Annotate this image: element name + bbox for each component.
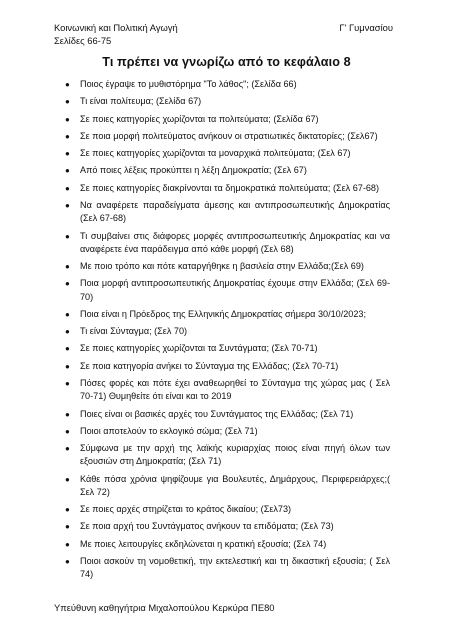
list-item — [65, 260, 390, 273]
bullet-icon: ● — [65, 114, 70, 124]
question-text: Ποιοι ασκούν τη νομοθετική, την εκτελεστική και τη δικαστική εξουσία; ( Σελ 74) — [80, 556, 390, 580]
bullet-icon: ● — [65, 201, 70, 211]
question-text: Ποιες είναι οι βασικές αρχές του Συντάγματος της Ελλάδας; (Σελ 71) — [80, 408, 354, 419]
list-item — [65, 442, 390, 468]
question-text: Τι συμβαίνει στις διάφορες μορφές αντιπροσωπευτικής Δημοκρατίας και να αναφέρετε ένα παράδειγμα από κάθε μορφή (Σελ 68) — [80, 230, 390, 254]
question-text: Ποιοι αποτελούν το εκλογικό σώμα; (Σελ 71) — [80, 425, 258, 436]
grade-label: Γ' Γυμνασίου — [339, 22, 393, 33]
bullet-icon: ● — [65, 505, 70, 515]
page-header-left — [54, 22, 178, 47]
list-item — [65, 113, 390, 126]
list-item — [65, 408, 390, 421]
list-item — [65, 425, 390, 438]
bullet-icon: ● — [65, 279, 70, 289]
list-item — [65, 377, 390, 403]
question-text: Σύμφωνα με την αρχή της λαϊκής κυριαρχίας ποιος είναι πηγή όλων των εξουσιών στη Δημοκρατία; (Σελ 71) — [80, 443, 390, 467]
question-text: Ποιος έγραψε το μυθιστόρημα "Το λάθος"; (Σελίδα 66) — [80, 79, 297, 89]
list-item — [65, 230, 390, 256]
list-item — [65, 164, 390, 177]
question-list — [65, 78, 390, 586]
list-item — [65, 308, 390, 321]
list-item — [65, 342, 390, 355]
bullet-icon: ● — [65, 231, 70, 241]
list-item — [65, 555, 390, 581]
list-item — [65, 130, 390, 143]
list-item — [65, 95, 390, 108]
bullet-icon: ● — [65, 327, 70, 337]
list-item — [65, 277, 390, 303]
bullet-icon: ● — [65, 183, 70, 193]
question-text: Σε ποια κατηγορία ανήκει το Σύνταγμα της Ελλάδας; (Σελ 70-71) — [80, 360, 339, 371]
bullet-icon: ● — [65, 97, 70, 107]
list-item — [65, 503, 390, 516]
question-text: Με ποιο τρόπο και πότε καταργήθηκε η βασιλεία στην Ελλάδα;(Σελ 69) — [80, 261, 364, 272]
list-item — [65, 199, 390, 225]
bullet-icon: ● — [65, 361, 70, 371]
question-text: Σε ποια μορφή πολιτεύματος ανήκουν οι στρατιωτικές δικτατορίες; (Σελ67) — [80, 130, 378, 141]
page-range: Σελίδες 66-75 — [54, 34, 112, 46]
question-text: Ποια μορφή αντιπροσωπευτικής Δημοκρατίας έχουμε στην Ελλάδα; (Σελ 69-70) — [80, 278, 390, 302]
subject-title: Κοινωνική και Πολιτική Αγωγή — [54, 22, 178, 33]
question-text: Τι είναι Σύνταγμα; (Σελ 70) — [80, 326, 188, 337]
question-text: Πόσες φορές και πότε έχει αναθεωρηθεί το Σύνταγμα της χώρας μας ( Σελ 70-71) Θυμηθείτε ότι είναι και το 2019 — [80, 378, 390, 402]
bullet-icon: ● — [65, 444, 70, 454]
list-item — [65, 520, 390, 533]
bullet-icon: ● — [65, 539, 70, 549]
page-title: Τι πρέπει να γνωρίζω από το κεφάλαιο 8 — [102, 55, 351, 69]
question-text: Σε ποιες αρχές στηρίζεται το κράτος δικαίου; (Σελ73) — [80, 504, 292, 515]
question-text: Ποια είναι η Πρόεδρος της Ελληνικής Δημοκρατίας σήμερα 30/10/2023; — [80, 308, 366, 319]
question-text: Τι είναι πολίτευμα; (Σελίδα 67) — [80, 96, 202, 107]
question-text: Με ποιες λειτουργίες εκδηλώνεται η κρατική εξουσία; (Σελ 74) — [80, 538, 327, 549]
bullet-icon: ● — [65, 557, 70, 567]
bullet-icon: ● — [65, 166, 70, 176]
bullet-icon: ● — [65, 379, 70, 389]
question-text: Σε ποια αρχή του Συντάγματος ανήκουν τα επιδόματα; (Σελ 73) — [80, 521, 334, 532]
bullet-icon: ● — [65, 344, 70, 354]
question-text: Σε ποιες κατηγορίες χωρίζονται τα μοναρχικά πολιτεύματα; (Σελ 67) — [80, 148, 351, 159]
bullet-icon: ● — [65, 149, 70, 159]
bullet-icon: ● — [65, 309, 70, 319]
bullet-icon: ● — [65, 80, 70, 89]
list-item — [65, 360, 390, 373]
question-text: Να αναφέρετε παραδείγματα άμεσης και αντιπροσωπευτικής Δημοκρατίας (Σελ 67-68) — [80, 200, 390, 224]
question-text: Σε ποιες κατηγορίες χωρίζονται τα Συντάγματα; (Σελ 70-71) — [80, 343, 318, 354]
list-item — [65, 78, 390, 91]
bullet-icon: ● — [65, 409, 70, 419]
list-item — [65, 147, 390, 160]
bullet-icon: ● — [65, 426, 70, 436]
list-item — [65, 538, 390, 551]
question-text: Σε ποιες κατηγορίες διακρίνονται τα δημοκρατικά πολιτεύματα; (Σελ 67-68) — [80, 182, 380, 193]
bullet-icon: ● — [65, 522, 70, 532]
list-item — [65, 182, 390, 195]
page-footer: Υπεύθυνη καθηγήτρια Μιχαλοπούλου Κερκύρα ΠΕ80 — [54, 602, 275, 613]
bullet-icon: ● — [65, 262, 70, 272]
question-text: Κάθε πόσα χρόνια ψηφίζουμε για Βουλευτές, Δημάρχους, Περιφερειάρχες;( Σελ 72) — [80, 473, 390, 497]
bullet-icon: ● — [65, 131, 70, 141]
question-text: Σε ποιες κατηγορίες χωρίζονται τα πολιτεύματα; (Σελίδα 67) — [80, 113, 319, 124]
list-item — [65, 325, 390, 338]
question-text: Από ποιες λέξεις προκύπτει η λέξη Δημοκρατία; (Σελ 67) — [80, 165, 307, 176]
bullet-icon: ● — [65, 474, 70, 484]
list-item — [65, 473, 390, 499]
